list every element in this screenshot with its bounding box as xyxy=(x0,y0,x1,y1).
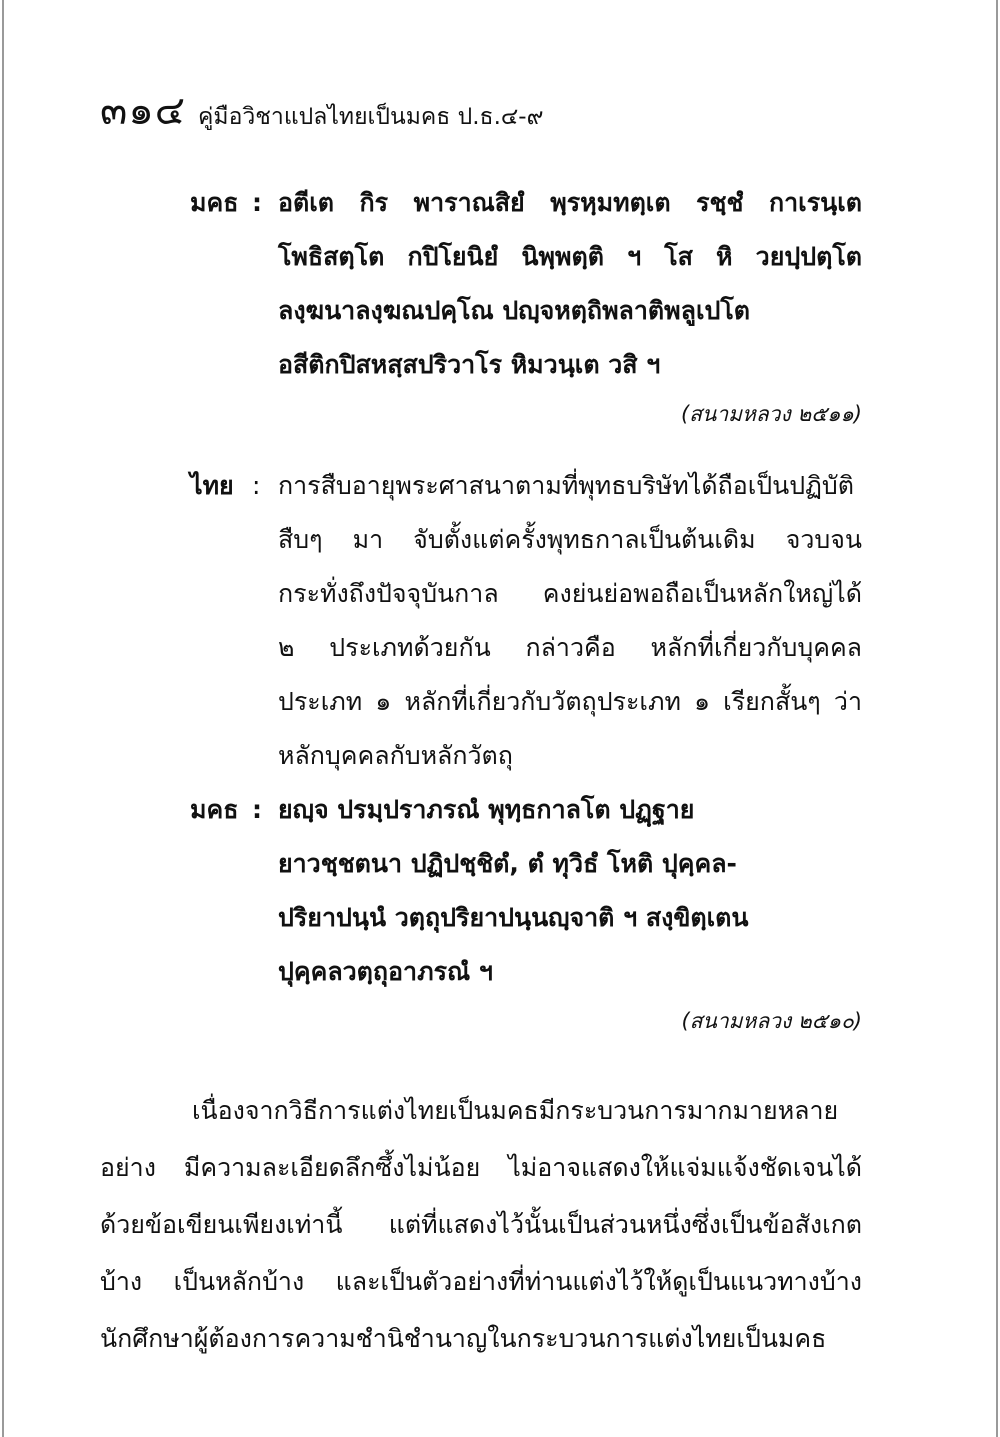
paragraph-line: ด้วยข้อเขียนเพียงเท่านี้ แต่ที่แสดงไว้นั้นเป็นส่วนหนึ่งซึ่งเป็นข้อสังเกต xyxy=(100,1210,862,1239)
example-1-magadha xyxy=(190,176,862,392)
text-line: หลักบุคคลกับหลักวัตถุ xyxy=(278,741,513,770)
citation: (สนามหลวง ๒๕๑๑) xyxy=(680,402,862,426)
text-line: โพธิสตฺโต กปิโยนิยํ นิพฺพตฺติ ฯ โส หิ วยปฺปตฺโต xyxy=(278,242,862,271)
text-line: สืบๆ มา จับตั้งแต่ครั้งพุทธกาลเป็นต้นเดิม จวบจน xyxy=(278,525,862,554)
example-2-thai xyxy=(190,459,862,783)
paragraph-line: นักศึกษาผู้ต้องการความชำนิชำนาญในกระบวนการแต่งไทยเป็นมคธ xyxy=(100,1324,827,1353)
label-colon: : xyxy=(252,795,262,824)
page-number: ๓๑๔ xyxy=(100,88,187,134)
language-label: ไทย xyxy=(190,471,234,500)
citation: (สนามหลวง ๒๕๑๐) xyxy=(681,1009,862,1033)
language-label: มคธ xyxy=(190,188,239,217)
text-line: อตีเต กิร พาราณสิยํ พฺรหฺมทตฺเต รชฺชํ กาเรนฺเต xyxy=(278,188,862,217)
text-line: ประเภท ๑ หลักที่เกี่ยวกับวัตถุประเภท ๑ เรียกสั้นๆ ว่า xyxy=(278,687,862,716)
text-line: อสีติกปิสหสฺสปริวาโร หิมวนฺเต วสิ ฯ xyxy=(278,350,661,379)
paragraph-line: อย่าง มีความละเอียดลึกซึ้งไม่น้อย ไม่อาจแสดงให้แจ่มแจ้งชัดเจนได้ xyxy=(100,1153,862,1182)
text-line: ยญฺจ ปรมฺปราภรณํ พุทฺธกาลโต ปฏฺฐาย xyxy=(278,795,695,824)
label-colon: : xyxy=(252,471,261,500)
text-line: กระทั่งถึงปัจจุบันกาล คงย่นย่อพอถือเป็นหลักใหญ่ได้ xyxy=(278,579,862,608)
paragraph-line: บ้าง เป็นหลักบ้าง และเป็นตัวอย่างที่ท่านแต่งไว้ให้ดูเป็นแนวทางบ้าง xyxy=(100,1267,862,1296)
text-line: การสืบอายุพระศาสนาตามที่พุทธบริษัทได้ถือเป็นปฏิบัติ xyxy=(278,471,854,500)
text-line: ๒ ประเภทด้วยกัน กล่าวคือ หลักที่เกี่ยวกับบุคคล xyxy=(278,633,862,662)
text-line: ปุคฺคลวตฺถุอาภรณํ ฯ xyxy=(278,957,493,986)
text-line: ลงฺฆนาลงฺฆณปคฺโณ ปญฺจหตฺถิพลาติพลูเปโต xyxy=(278,296,751,325)
language-label: มคธ xyxy=(190,795,239,824)
label-colon: : xyxy=(252,188,262,217)
paragraph-line: เนื่องจากวิธีการแต่งไทยเป็นมคธมีกระบวนการมากมายหลาย xyxy=(192,1096,839,1125)
example-2-magadha xyxy=(190,783,862,999)
book-title: คู่มือวิชาแปลไทยเป็นมคธ ป.ธ.๔-๙ xyxy=(198,104,544,130)
text-line: ปริยาปนฺนํ วตฺถุปริยาปนฺนญฺจาติ ฯ สงฺขิตฺเตน xyxy=(278,903,749,932)
text-line: ยาวชฺชตนา ปฏิปชฺชิตํ, ตํ ทุวิธํ โหติ ปุคฺคล- xyxy=(278,849,737,878)
closing-paragraph xyxy=(100,1082,862,1367)
page-header xyxy=(100,78,543,142)
